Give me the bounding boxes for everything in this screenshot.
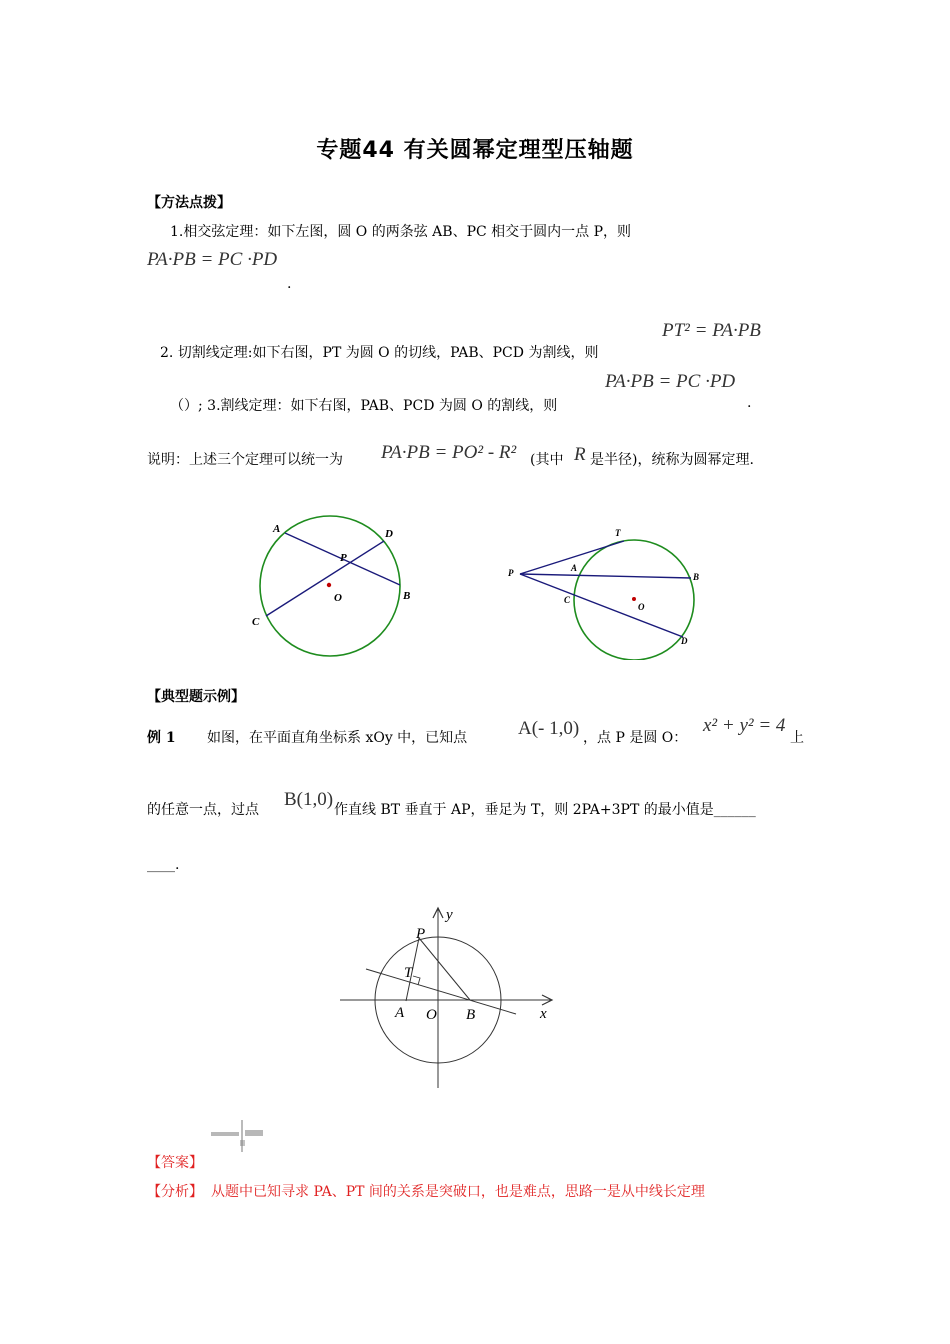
fig2-center-dot bbox=[632, 597, 636, 601]
fig1-label-p: P bbox=[340, 552, 347, 564]
analysis-text: 从题中已知寻求 PA、PT 间的关系是突破口，也是难点，思路一是从中线长定理 bbox=[211, 1184, 705, 1200]
fig1-center-dot bbox=[327, 583, 331, 587]
examples-heading: 【典型题示例】 bbox=[147, 689, 245, 705]
fig2-label-a: A bbox=[571, 563, 578, 573]
example-label: 例 1 bbox=[147, 730, 176, 746]
theorem3-formula: PA·PB = PC ·PD bbox=[605, 371, 736, 392]
fig3-label-b: B bbox=[466, 1007, 476, 1023]
fig2-label-t: T bbox=[615, 528, 621, 538]
fig1-chord-cd bbox=[266, 541, 384, 616]
example-text-3: 上 bbox=[790, 730, 804, 746]
fig1-label-o: O bbox=[334, 592, 342, 604]
note-formula: PA·PB = PO² - R² bbox=[381, 442, 517, 463]
fig1-label-b: B bbox=[403, 590, 411, 602]
fig2-label-b: B bbox=[693, 572, 700, 582]
note-mid: (其中 bbox=[530, 452, 564, 468]
theorem3-text: （）; 3.割线定理：如下右图，PAB、PCD 为圆 O 的割线，则 bbox=[170, 398, 558, 414]
note-prefix: 说明：上述三个定理可以统一为 bbox=[147, 452, 343, 468]
fig1-label-c: C bbox=[252, 616, 260, 628]
fig3-label-a: A bbox=[395, 1005, 405, 1021]
figure-coordinate-plane bbox=[330, 900, 570, 1095]
theorem1-period: . bbox=[287, 276, 292, 292]
note-radius-symbol: R bbox=[574, 444, 586, 465]
fig2-label-o: O bbox=[638, 602, 645, 612]
fig2-secant-pd bbox=[520, 574, 683, 637]
fig3-label-t: T bbox=[404, 965, 413, 981]
example-circle-eq: x² + y² = 4 bbox=[703, 715, 786, 736]
line-bt bbox=[366, 969, 516, 1014]
answer-label: 【答案】 bbox=[147, 1155, 203, 1171]
page-title: 专题44 有关圆幂定理型压轴题 bbox=[316, 138, 634, 163]
line-pb bbox=[419, 938, 470, 1000]
theorem2-text: 2. 切割线定理:如下右图，PT 为圆 O 的切线，PAB、PCD 为割线，则 bbox=[160, 345, 599, 361]
fig1-label-d: D bbox=[385, 528, 393, 540]
example-text-2: ，点 P 是圆 O： bbox=[583, 730, 688, 746]
analysis-label: 【分析】 bbox=[147, 1184, 203, 1200]
example-line3: ____. bbox=[147, 857, 180, 873]
method-heading: 【方法点拨】 bbox=[147, 195, 231, 211]
fig3-label-x: x bbox=[540, 1006, 547, 1022]
fig2-label-d: D bbox=[681, 636, 688, 646]
fig3-label-o: O bbox=[426, 1007, 437, 1023]
theorem2-formula: PT² = PA·PB bbox=[662, 320, 761, 341]
fig2-label-p: P bbox=[508, 568, 514, 578]
figure-tangent-secant bbox=[500, 520, 720, 660]
fig1-label-a: A bbox=[273, 523, 281, 535]
fig2-secant-pb bbox=[520, 574, 691, 578]
fig3-label-p: P bbox=[416, 926, 426, 942]
example-line2-a: 的任意一点，过点 bbox=[147, 802, 259, 818]
theorem1-formula: PA·PB = PC ·PD bbox=[147, 249, 278, 270]
fig3-label-y: y bbox=[446, 907, 453, 923]
note-suffix: 是半径)，统称为圆幂定理. bbox=[590, 452, 754, 468]
example-point-a: A(- 1,0) bbox=[518, 718, 580, 739]
example-line2-b: 作直线 BT 垂直于 AP，垂足为 T，则 2PA+3PT 的最小值是______ bbox=[334, 802, 756, 818]
theorem3-period: . bbox=[747, 395, 752, 411]
theorem1-text: 1.相交弦定理：如下左图，圆 O 的两条弦 AB、PC 相交于圆内一点 P，则 bbox=[170, 224, 632, 240]
example-point-b: B(1,0) bbox=[284, 789, 334, 810]
fig2-label-c: C bbox=[564, 595, 571, 605]
example-text-1: 如图，在平面直角坐标系 xOy 中，已知点 bbox=[207, 730, 468, 746]
figure-intersecting-chords bbox=[240, 505, 440, 665]
answer-formula-image bbox=[210, 1118, 265, 1154]
